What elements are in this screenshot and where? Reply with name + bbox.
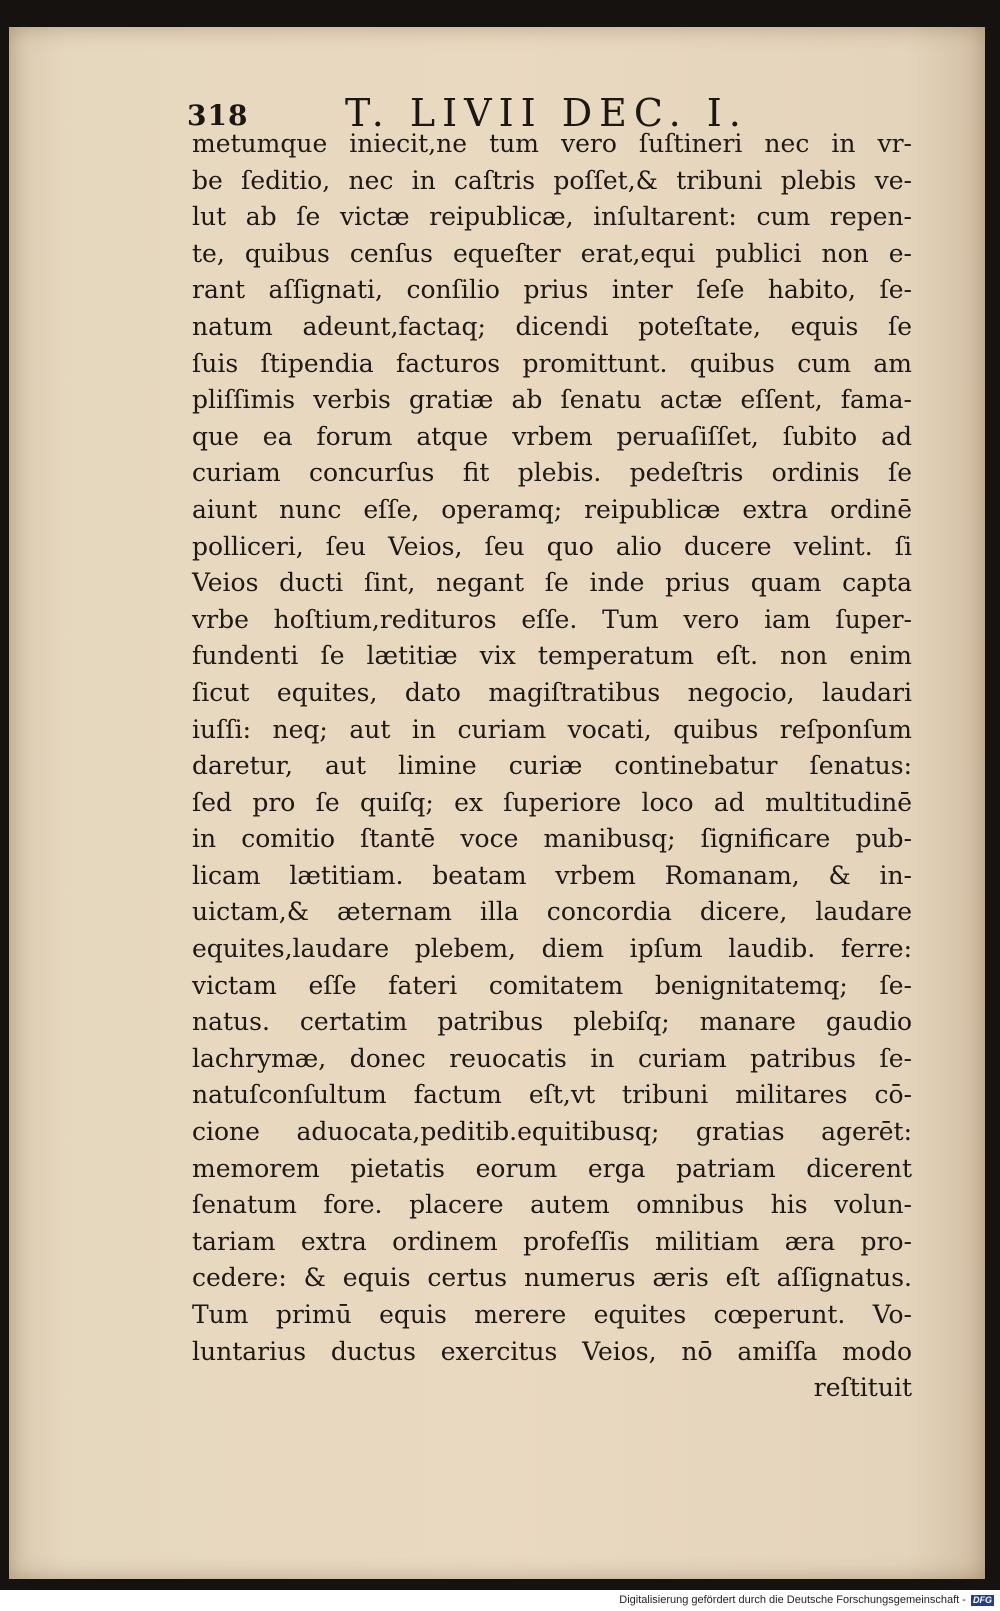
text-line: ſicut equites, dato magiſtratibus negocio, laudari	[192, 677, 912, 707]
digitization-credit	[619, 1594, 994, 1606]
text-line: Veios ducti ſint, negant ſe inde prius quam capta	[192, 568, 912, 598]
text-line: natus. certatim patribus plebiſq; manare gaudio	[192, 1007, 912, 1037]
text-line: uictam,& æternam illa concordia dicere, laudare	[192, 897, 912, 927]
text-line: luntarius ductus exercitus Veios, nō amiſſa modo	[192, 1336, 912, 1366]
text-line: in comitio ſtantē voce manibusq; ſignificare pub-	[192, 824, 912, 854]
text-line: tariam extra ordinem profeſſis militiam æra pro-	[192, 1226, 912, 1256]
text-line: iuſſi: neq; aut in curiam vocati, quibus reſponſum	[192, 714, 912, 744]
text-line: ſuis ſtipendia facturos promittunt. quibus cum am	[192, 348, 912, 378]
text-line: victam eſſe fateri comitatem benignitatemq; ſe-	[192, 970, 912, 1000]
text-line: aiunt nunc eſſe, operamq; reipublicæ extra ordinē	[192, 494, 912, 524]
text-line: lut ab ſe victæ reipublicæ, inſultarent: cum repen-	[192, 202, 912, 232]
text-line: pliſſimis verbis gratiæ ab ſenatu actæ eſſent, fama-	[192, 385, 912, 415]
text-line: natum adeunt,factaq; dicendi poteſtate, equis ſe	[192, 311, 912, 341]
text-line: natuſconſultum factum eſt,vt tribuni militares cō-	[192, 1080, 912, 1110]
text-line: ſenatum fore. placere autem omnibus his volun-	[192, 1190, 912, 1220]
text-line: metumque iniecit,ne tum vero ſuſtineri nec in vr-	[192, 129, 912, 158]
text-line: memorem pietatis eorum erga patriam dicerent	[192, 1153, 912, 1183]
text-line: ſed pro ſe quiſq; ex ſuperiore loco ad multitudinē	[192, 787, 912, 817]
text-line: rant aſſignati, conſilio prius inter ſeſe habito, ſe-	[192, 275, 912, 305]
text-line: be ſeditio, nec in caſtris poſſet,& tribuni plebis ve-	[192, 165, 912, 195]
text-line: polliceri, ſeu Veios, ſeu quo alio ducere velint. ſi	[192, 531, 912, 561]
text-line: curiam concurſus fit plebis. pedeſtris ordinis ſe	[192, 458, 912, 488]
text-line: equites,laudare plebem, diem ipſum laudib. ferre:	[192, 934, 912, 964]
text-line: daretur, aut limine curiæ continebatur ſenatus:	[192, 751, 912, 781]
catchword: reſtituit	[813, 1373, 912, 1403]
dfg-logo: DFG	[973, 1594, 992, 1605]
text-line: licam lætitiam. beatam vrbem Romanam, & in-	[192, 860, 912, 890]
text-line: cione aduocata,peditib.equitibusq; gratias agerēt:	[192, 1117, 912, 1147]
running-title: T. LIVII DEC. I.	[345, 91, 748, 135]
credit-text: Digitalisierung gefördert durch die Deutsche Forschungsgemeinschaft -	[619, 1594, 966, 1606]
text-line: vrbe hoſtium,redituros eſſe. Tum vero iam ſuper-	[192, 604, 912, 634]
text-line: te, quibus cenſus equeſter erat,equi publici non e-	[192, 238, 912, 268]
text-line: cedere: & equis certus numerus æris eſt aſſignatus.	[192, 1263, 912, 1293]
text-line: que ea forum atque vrbem peruaſiſſet, ſubito ad	[192, 421, 912, 451]
page-number: 318	[187, 99, 249, 132]
body-text	[192, 126, 912, 1407]
text-line: lachrymæ, donec reuocatis in curiam patribus ſe-	[192, 1043, 912, 1073]
text-line: fundenti ſe lætitiæ vix temperatum eſt. non enim	[192, 641, 912, 671]
text-line: Tum primū equis merere equites cœperunt. Vo-	[192, 1300, 912, 1329]
